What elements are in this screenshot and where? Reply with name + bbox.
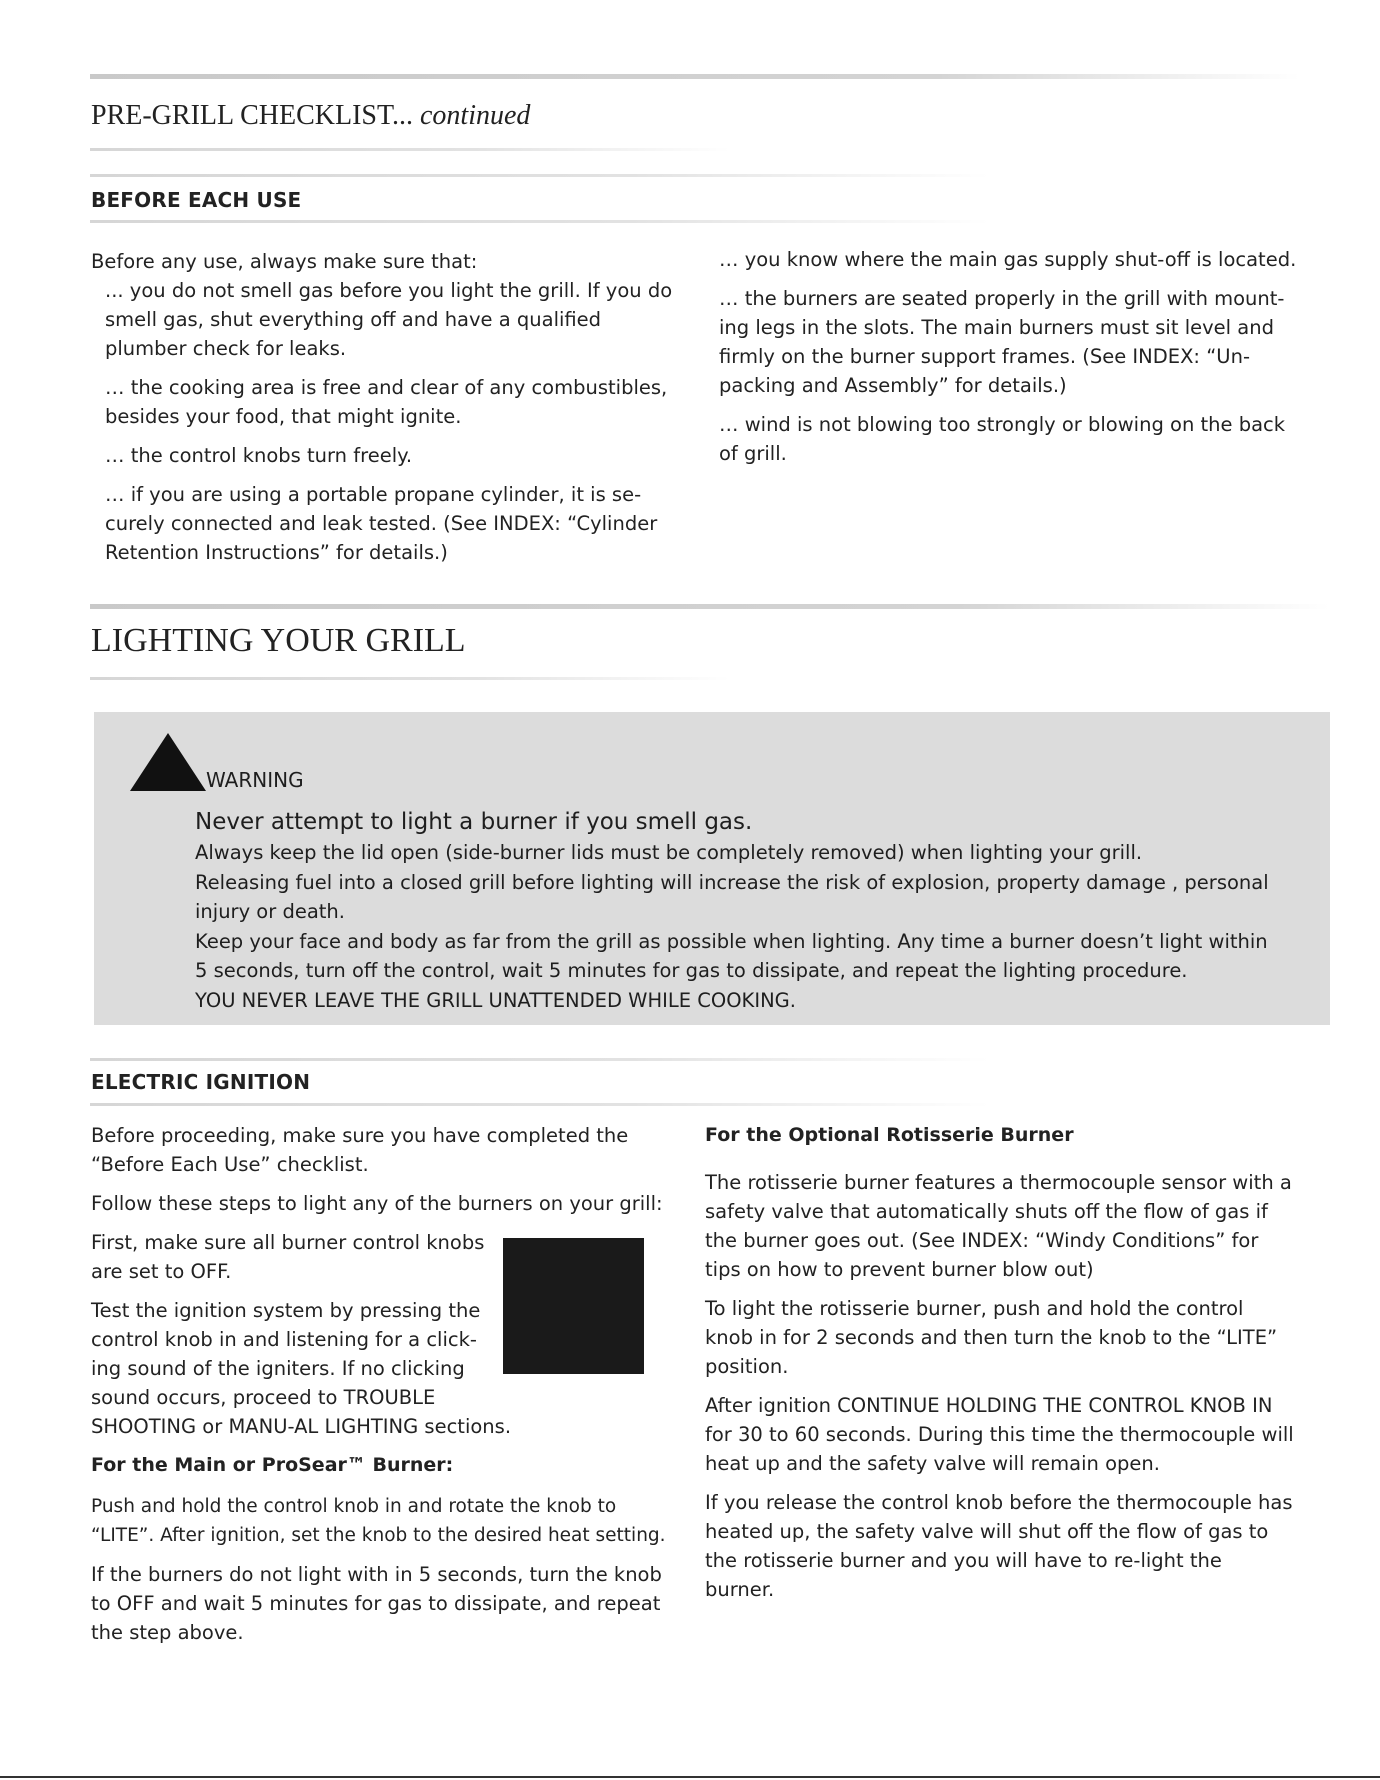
electric-ignition-heading: ELECTRIC IGNITION bbox=[91, 1070, 311, 1094]
checklist-item: … the cooking area is free and clear of any combustibles, besides your food, that might ignite. bbox=[105, 376, 668, 428]
warning-line: YOU NEVER LEAVE THE GRILL UNATTENDED WHILE COOKING. bbox=[195, 988, 796, 1012]
warning-line: Keep your face and body as far from the grill as possible when lighting. Any time a burner doesn’t light within bbox=[195, 929, 1268, 953]
ignition-paragraph: Follow these steps to light any of the burners on your grill: bbox=[91, 1192, 663, 1215]
warning-headline: Never attempt to light a burner if you smell gas. bbox=[195, 809, 753, 835]
page-title bbox=[91, 100, 530, 132]
before-each-use-bottom-rule bbox=[90, 220, 990, 223]
rotisserie-heading: For the Optional Rotisserie Burner bbox=[705, 1124, 1074, 1146]
bottom-rule bbox=[0, 1776, 1380, 1778]
ignition-paragraph: Before proceeding, make sure you have completed the “Before Each Use” checklist. bbox=[91, 1124, 629, 1176]
main-burner-heading: For the Main or ProSear™ Burner: bbox=[91, 1454, 454, 1476]
warning-line: 5 seconds, turn off the control, wait 5 minutes for gas to dissipate, and repeat the lighting procedure. bbox=[195, 959, 1188, 982]
before-each-use-heading: BEFORE EACH USE bbox=[91, 188, 302, 212]
before-each-use-top-rule bbox=[90, 174, 990, 177]
ignition-paragraph: If the burners do not light with in 5 seconds, turn the knob to OFF and wait 5 minutes for gas to dissipate, and repeat the step above. bbox=[91, 1563, 662, 1644]
before-each-use-right-column bbox=[719, 245, 1299, 478]
electric-ignition-left-column bbox=[91, 1121, 681, 1657]
electric-ignition-right-column bbox=[705, 1121, 1295, 1614]
before-each-use-left-column bbox=[91, 247, 681, 577]
warning-line: Always keep the lid open (side-burner lids must be completely removed) when lighting your grill. bbox=[195, 841, 1143, 864]
warning-label: WARNING bbox=[206, 768, 304, 792]
checklist-item: … the burners are seated properly in the grill with mount-ing legs in the slots. The main burners must sit level and firmly on the burner support frames. (See INDEX: “Un-packing and Assembly” for details.) bbox=[719, 287, 1285, 397]
rotisserie-paragraph: If you release the control knob before the thermocouple has heated up, the safety valve will shut off the flow of gas to the rotisserie burner and you will have to re-light the burner. bbox=[705, 1491, 1293, 1601]
before-each-use-intro: Before any use, always make sure that: bbox=[91, 250, 478, 273]
checklist-item: … you know where the main gas supply shut-off is located. bbox=[719, 248, 1297, 271]
checklist-item: … wind is not blowing too strongly or blowing on the back of grill. bbox=[719, 413, 1286, 465]
lighting-title: LIGHTING YOUR GRILL bbox=[91, 622, 466, 659]
ignition-paragraph: First, make sure all burner control knobs are set to OFF. bbox=[91, 1231, 485, 1283]
page-title-main: PRE-GRILL CHECKLIST bbox=[91, 100, 392, 131]
checklist-item: ... you do not smell gas before you light the grill. If you do smell gas, shut everything off and have a qualified plumber check for leaks. bbox=[105, 279, 673, 360]
page-title-continued: continued bbox=[420, 100, 531, 131]
electric-ignition-bottom-rule bbox=[90, 1103, 990, 1106]
warning-triangle-icon bbox=[130, 733, 206, 791]
warning-line: Releasing fuel into a closed grill before lighting will increase the risk of explosion, property damage , personal bbox=[195, 870, 1269, 894]
ignition-paragraph: Push and hold the control knob in and rotate the knob to “LITE”. After ignition, set the knob to the desired heat setting. bbox=[91, 1496, 666, 1546]
top-rule bbox=[90, 74, 1300, 79]
electric-ignition-top-rule bbox=[90, 1058, 990, 1061]
ignition-paragraph: Test the ignition system by pressing the control knob in and listening for a click-ing sound of the igniters. If no clicking sound occurs, proceed to TROUBLE SHOOTING or MANU-AL LIGHTING sections. bbox=[91, 1299, 512, 1438]
warning-line: injury or death. bbox=[195, 900, 345, 923]
rotisserie-paragraph: The rotisserie burner features a thermocouple sensor with a safety valve that automatically shuts off the flow of gas if the burner goes out. (See INDEX: “Windy Conditions” for tips on how to prevent burner blow out) bbox=[705, 1171, 1292, 1281]
lighting-underline bbox=[90, 677, 730, 680]
title-underline bbox=[90, 148, 730, 151]
checklist-item: … the control knobs turn freely. bbox=[105, 444, 413, 467]
rotisserie-paragraph: To light the rotisserie burner, push and hold the control knob in for 2 seconds and then turn the knob to the “LITE” position. bbox=[705, 1297, 1278, 1378]
lighting-top-rule bbox=[90, 604, 1330, 609]
rotisserie-paragraph: After ignition CONTINUE HOLDING THE CONTROL KNOB IN for 30 to 60 seconds. During this time the thermocouple will heat up and the safety valve will remain open. bbox=[705, 1394, 1294, 1475]
warning-text bbox=[195, 806, 1315, 1015]
page-title-ellipsis: ... bbox=[392, 100, 413, 131]
checklist-item: … if you are using a portable propane cylinder, it is se-curely connected and leak tested. (See INDEX: “Cylinder Retention Instructions” for details.) bbox=[105, 483, 658, 564]
